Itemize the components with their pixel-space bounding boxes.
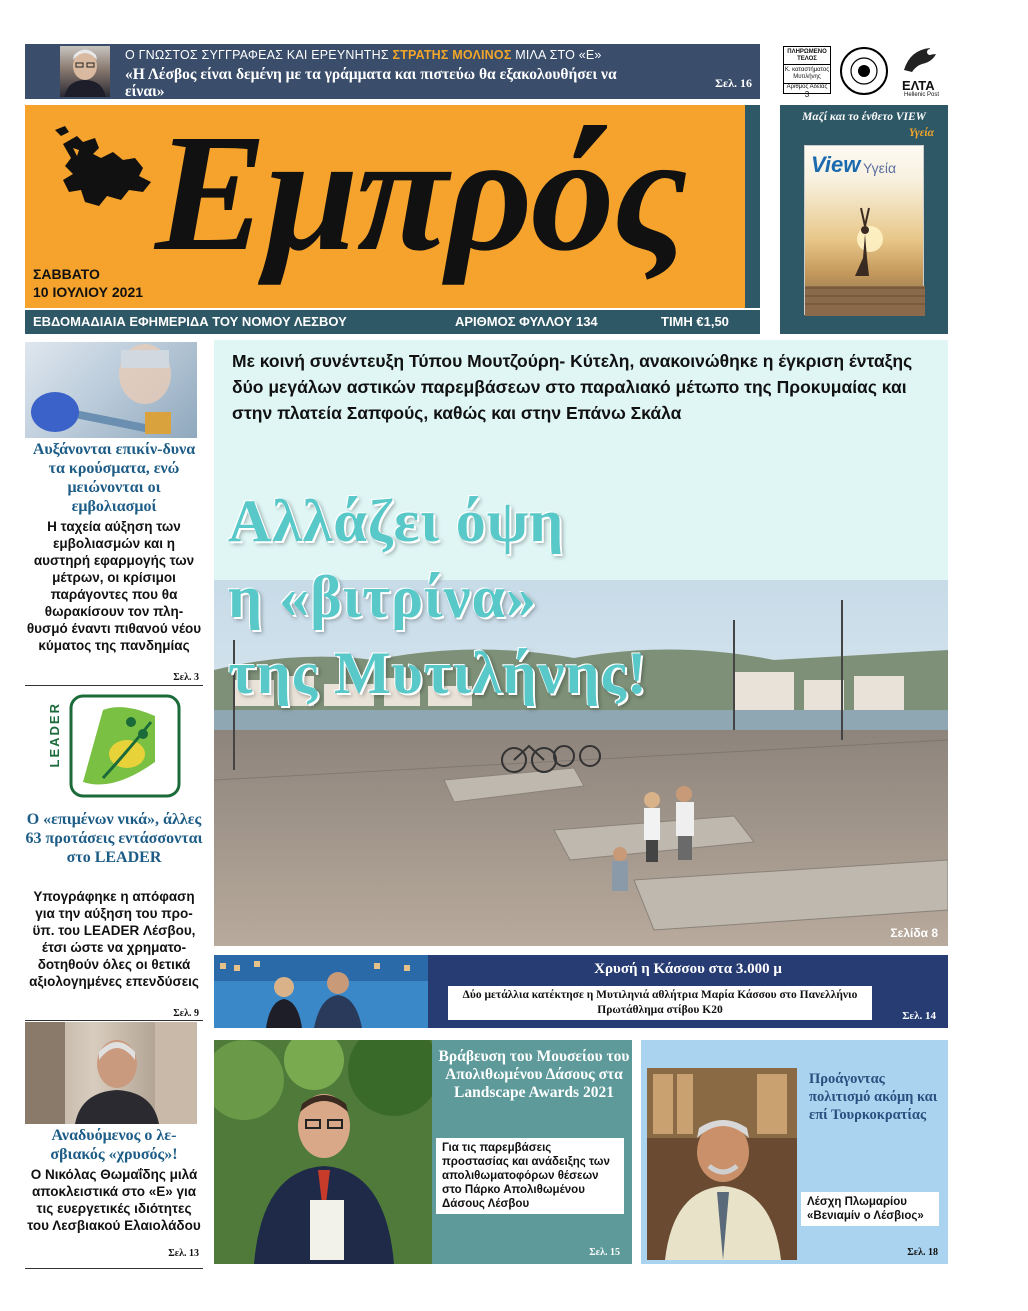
vaccine-photo: [25, 342, 197, 438]
yoga-figure-icon: [805, 206, 925, 316]
story-museum-subhead: Για τις παρεμβάσεις προστασίας και ανάδειξης των απολιθωματοφόρων θέσεων στο Πάρκο Απολιθωμένου Δάσους Λέσβου: [436, 1138, 624, 1214]
main-story[interactable]: [214, 340, 948, 946]
main-headline-line2[interactable]: η «βιτρίνα»: [228, 564, 537, 630]
divider: [25, 685, 203, 686]
main-headline-line1[interactable]: Αλλάζει όψη: [228, 488, 565, 554]
story-museum-page-ref: Σελ. 15: [589, 1247, 620, 1258]
story-kassou-headline[interactable]: Χρυσή η Κάσσου στα 3.000 μ: [594, 961, 782, 977]
postage-paid-badge: ΠΛΗΡΩΜΕΝΟ ΤΕΛΟΣ Κ. καταστήματος Μυτιλήνης Αριθμός Αδείας 3: [783, 46, 831, 94]
masthead: [25, 100, 760, 308]
view-promo-topic: Υγεία: [908, 127, 934, 139]
elta-logo: ΕΛΤΑ Hellenic Post: [896, 44, 956, 98]
waterfront-render-photo: [214, 580, 948, 946]
story-leader-headline[interactable]: Ο «επιμένων νικά», άλλες 63 προτάσεις εντάσσονται στο LEADER: [25, 811, 203, 866]
story-plomari-club-subhead: Λέσχη Πλωμαρίου «Βενιαμίν ο Λέσβιος»: [801, 1192, 939, 1226]
story-leader-body: Υπογράφηκε η απόφαση για την αύξηση του προ-ϋπ. του LEADER Λέσβου, έτσι ώστε να χρηματο-δοτηθούν όλες οι θετικά αξιολογημένες επενδύσεις: [29, 889, 199, 989]
museum-director-photo: [214, 1040, 432, 1264]
story-kassou[interactable]: [214, 955, 948, 1028]
story-plomari-club-headline[interactable]: Προάγοντας πολιτισμό ακόμη και επί Τουρκοκρατίας: [809, 1071, 938, 1123]
newspaper-title[interactable]: Εμπρός: [155, 100, 686, 286]
masthead-side-strip: [745, 105, 760, 308]
divider: [25, 1268, 203, 1269]
price: ΤΙΜΗ €1,50: [661, 314, 729, 329]
story-olive-oil-page-ref: Σελ. 13: [168, 1248, 199, 1259]
author-portrait: [60, 46, 110, 97]
banner-kicker-name: ΣΤΡΑΤΗΣ ΜΟΛΙΝΟΣ: [392, 48, 512, 62]
top-banner[interactable]: [25, 44, 760, 99]
kassou-photo: [214, 955, 428, 1028]
thomaidis-photo: [25, 1022, 197, 1124]
main-headline-line3[interactable]: της Μυτιλήνης!: [228, 640, 648, 706]
story-covid-body: Η ταχεία αύξηση των εμβολιασμών και η αυστηρή εφαρμογής των μέτρων, οι κρίσιμοι παράγοντες που θα θωρακίσουν τον πλη-θυσμό έναντι πιθανού νέου κύματος της πανδημίας: [26, 519, 202, 653]
hermes-icon: [896, 44, 952, 74]
story-kassou-subhead: Δύο μετάλλια κατέκτησε η Μυτιληνιά αθλήτρια Μαρία Κάσσου στο Πανελλήνιο Πρωτάθλημα στίβου Κ20: [448, 986, 872, 1020]
main-story-intro: Με κοινή συνέντευξη Τύπου Μουτζούρη- Κύτελη, ανακοινώθηκε η έγκριση ένταξης δύο μεγάλων αστικών παρεμβάσεων στο παραλιακό μέτωπο της Προκυμαίας και στην πλατεία Σαπφούς, καθώς και στην Επάνω Σκάλα: [232, 351, 913, 423]
story-museum[interactable]: [214, 1040, 632, 1264]
divider: [25, 1020, 203, 1021]
story-leader[interactable]: [25, 690, 203, 1020]
banner-kicker: Ο ΓΝΩΣΤΟΣ ΣΥΓΓΡΑΦΕΑΣ ΚΑΙ ΕΡΕΥΝΗΤΗΣ ΣΤΡΑΤΗΣ ΜΟΛΙΝΟΣ ΜΙΛΑ ΣΤΟ «Ε»: [125, 48, 602, 62]
view-magazine-cover[interactable]: [804, 145, 924, 315]
leader-logo: [43, 692, 183, 802]
view-cover-title: Υγεία: [863, 160, 897, 176]
masthead-info-strip: [25, 310, 760, 334]
story-olive-oil-body: Ο Νικόλας Θωμαΐδης μιλά αποκλειστικά στο «Ε» για τις ευεργετικές ιδιότητες του Λεσβιακού Ελαιολάδου: [27, 1167, 201, 1233]
story-covid-page-ref: Σελ. 3: [173, 672, 199, 683]
banner-quote[interactable]: «Η Λέσβος είναι δεμένη με τα γράμματα και πιστεύω θα εξακολουθήσει να είναι»: [125, 66, 617, 100]
main-story-page-ref: Σελίδα 8: [890, 926, 938, 940]
story-museum-headline[interactable]: Βράβευση του Μουσείου του Απολιθωμένου Δάσους στα Landscape Awards 2021: [438, 1048, 630, 1101]
leader-logo-text: LEADER: [47, 702, 62, 768]
edition-label: ΕΒΔΟΜΑΔΙΑΙΑ ΕΦΗΜΕΡΙΔΑ ΤΟΥ ΝΟΜΟΥ ΛΕΣΒΟΥ: [33, 314, 347, 329]
view-insert-promo[interactable]: [780, 105, 948, 334]
story-olive-oil-headline[interactable]: Αναδυόμενος ο λε-σβιακός «χρυσός»!: [50, 1127, 178, 1163]
view-cover-brand: View: [811, 152, 861, 177]
lesvos-island-icon: [43, 120, 161, 221]
story-kassou-page-ref: Σελ. 14: [902, 1010, 936, 1022]
publishers-union-seal: [839, 46, 889, 96]
story-olive-oil[interactable]: [25, 1022, 203, 1270]
story-leader-page-ref: Σελ. 9: [173, 1008, 199, 1019]
issue-number: ΑΡΙΘΜΟΣ ΦΥΛΛΟΥ 134: [455, 314, 598, 329]
issue-date: ΣΑΒΒΑΤΟ 10 ΙΟΥΛΙΟΥ 2021: [33, 266, 144, 300]
banner-page-ref: Σελ. 16: [715, 76, 752, 90]
story-plomari-club-page-ref: Σελ. 18: [907, 1247, 938, 1258]
story-covid[interactable]: [25, 342, 203, 686]
club-member-photo: [647, 1068, 797, 1260]
story-covid-headline[interactable]: Αυξάνονται επικίν-δυνα τα κρούσματα, ενώ μειώνονται οι εμβολιασμοί: [32, 441, 196, 515]
story-plomari-club[interactable]: [641, 1040, 948, 1264]
view-promo-line: Μαζί και το ένθετο VIEW: [802, 111, 926, 123]
